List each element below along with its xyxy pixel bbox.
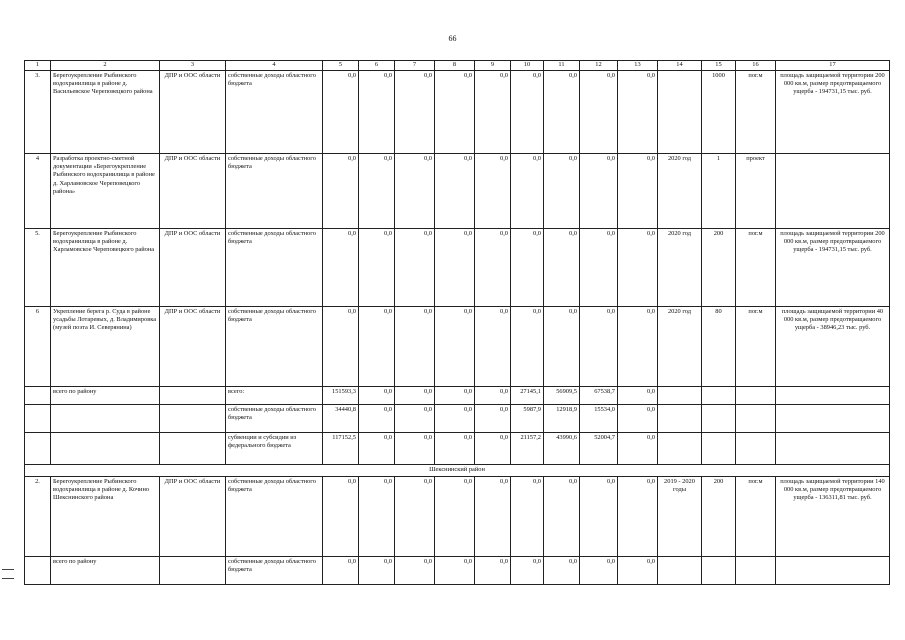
value-cell: 0,0 xyxy=(618,71,658,154)
value-cell: 0,0 xyxy=(511,477,544,557)
value-cell: 0,0 xyxy=(323,71,359,154)
value-cell: 43990,6 xyxy=(544,433,580,465)
quantity-cell: 1000 xyxy=(702,71,736,154)
unit-cell: пог.м xyxy=(736,71,776,154)
row-number: 3. xyxy=(25,71,51,154)
value-cell: 117152,5 xyxy=(323,433,359,465)
col-num: 16 xyxy=(736,61,776,71)
value-cell: 0,0 xyxy=(435,405,475,433)
value-cell: 0,0 xyxy=(580,229,618,307)
col-num: 15 xyxy=(702,61,736,71)
value-cell: 0,0 xyxy=(435,477,475,557)
value-cell: 0,0 xyxy=(544,477,580,557)
value-cell: 0,0 xyxy=(475,433,511,465)
funding-source: собственные доходы областного бюджета xyxy=(226,154,323,229)
value-cell: 21157,2 xyxy=(511,433,544,465)
funding-source: собственные доходы областного бюджета xyxy=(226,557,323,585)
executor: ДПР и ООС области xyxy=(160,154,226,229)
section-title: Шекснинский район xyxy=(25,465,890,477)
value-cell: 0,0 xyxy=(618,307,658,387)
measure-name: Разработка проектно-сметной документации «Берегоукрепление Рыбинского водохранилища в районе д. Харламовское Череповецкого района» xyxy=(51,154,160,229)
value-cell: 0,0 xyxy=(544,307,580,387)
value-cell: 0,0 xyxy=(511,71,544,154)
value-cell: 0,0 xyxy=(580,307,618,387)
value-cell: 0,0 xyxy=(580,71,618,154)
value-cell: 15534,0 xyxy=(580,405,618,433)
value-cell: 0,0 xyxy=(359,387,395,405)
value-cell: 151593,3 xyxy=(323,387,359,405)
value-cell: 0,0 xyxy=(359,71,395,154)
row-number: 4 xyxy=(25,154,51,229)
value-cell: 0,0 xyxy=(435,307,475,387)
col-num: 4 xyxy=(226,61,323,71)
value-cell: 0,0 xyxy=(323,154,359,229)
value-cell: 0,0 xyxy=(580,154,618,229)
table-row xyxy=(25,154,890,229)
section-header-row xyxy=(25,465,890,477)
value-cell: 0,0 xyxy=(395,433,435,465)
value-cell: 0,0 xyxy=(323,477,359,557)
value-cell: 0,0 xyxy=(323,229,359,307)
executor: ДПР и ООС области xyxy=(160,229,226,307)
value-cell: 0,0 xyxy=(359,477,395,557)
value-cell: 0,0 xyxy=(395,154,435,229)
value-cell: 0,0 xyxy=(475,229,511,307)
value-cell: 0,0 xyxy=(435,387,475,405)
value-cell: 0,0 xyxy=(475,557,511,585)
total-label: всего по району xyxy=(51,557,160,585)
year-cell xyxy=(658,71,702,154)
value-cell: 0,0 xyxy=(475,477,511,557)
col-num: 5 xyxy=(323,61,359,71)
column-number-row xyxy=(25,61,890,71)
value-cell: 0,0 xyxy=(395,477,435,557)
measure-name: Берегоукрепление Рыбинского водохранилища в районе д. Васильевское Череповецкого района xyxy=(51,71,160,154)
table-row xyxy=(25,307,890,387)
value-cell: 0,0 xyxy=(511,229,544,307)
funding-source: субвенции и субсидии из федерального бюджета xyxy=(226,433,323,465)
col-num: 9 xyxy=(475,61,511,71)
value-cell: 0,0 xyxy=(395,405,435,433)
value-cell: 0,0 xyxy=(323,557,359,585)
funding-source: собственные доходы областного бюджета xyxy=(226,405,323,433)
value-cell: 0,0 xyxy=(359,307,395,387)
value-cell: 0,0 xyxy=(618,477,658,557)
measure-name: Берегоукрепление Рыбинского водохранилища в районе д. Кочино Шекснинского района xyxy=(51,477,160,557)
executor: ДПР и ООС области xyxy=(160,307,226,387)
year-cell: 2020 год xyxy=(658,307,702,387)
value-cell: 0,0 xyxy=(618,229,658,307)
value-cell: 0,0 xyxy=(395,71,435,154)
row-number: 2. xyxy=(25,477,51,557)
value-cell: 0,0 xyxy=(618,433,658,465)
table-row xyxy=(25,229,890,307)
value-cell: 0,0 xyxy=(435,433,475,465)
result-cell: площадь защищаемой территории 200 000 кв.м, размер предотвращаемого ущерба - 194731,15 тыс. руб. xyxy=(776,71,890,154)
col-num: 6 xyxy=(359,61,395,71)
quantity-cell: 1 xyxy=(702,154,736,229)
value-cell: 0,0 xyxy=(359,557,395,585)
value-cell: 0,0 xyxy=(618,387,658,405)
funding-source: всего: xyxy=(226,387,323,405)
value-cell: 0,0 xyxy=(359,433,395,465)
value-cell: 0,0 xyxy=(618,405,658,433)
value-cell: 34440,8 xyxy=(323,405,359,433)
value-cell: 0,0 xyxy=(395,557,435,585)
page-number: 66 xyxy=(448,34,457,43)
value-cell: 0,0 xyxy=(511,307,544,387)
value-cell: 56909,5 xyxy=(544,387,580,405)
value-cell: 0,0 xyxy=(359,405,395,433)
quantity-cell: 200 xyxy=(702,229,736,307)
col-num: 11 xyxy=(544,61,580,71)
value-cell: 0,0 xyxy=(544,154,580,229)
value-cell: 52004,7 xyxy=(580,433,618,465)
value-cell: 67538,7 xyxy=(580,387,618,405)
col-num: 14 xyxy=(658,61,702,71)
total-row xyxy=(25,557,890,585)
value-cell: 0,0 xyxy=(511,557,544,585)
table-row xyxy=(25,477,890,557)
value-cell: 0,0 xyxy=(475,405,511,433)
value-cell: 0,0 xyxy=(395,387,435,405)
col-num: 8 xyxy=(435,61,475,71)
executor: ДПР и ООС области xyxy=(160,477,226,557)
measure-name: Укрепление берега р. Суда в районе усадьбы Лотаревых, д. Владимировка (музей поэта И. Северянина) xyxy=(51,307,160,387)
total-label: всего по району xyxy=(51,387,160,405)
table-row xyxy=(25,71,890,154)
value-cell: 0,0 xyxy=(475,154,511,229)
col-num: 10 xyxy=(511,61,544,71)
value-cell: 0,0 xyxy=(618,557,658,585)
edge-mark xyxy=(2,569,14,570)
unit-cell: пог.м xyxy=(736,229,776,307)
value-cell: 0,0 xyxy=(511,154,544,229)
row-number: 6 xyxy=(25,307,51,387)
result-cell: площадь защищаемой территории 200 000 кв.м, размер предотвращаемого ущерба - 194731,15 тыс. руб. xyxy=(776,229,890,307)
col-num: 3 xyxy=(160,61,226,71)
value-cell: 0,0 xyxy=(435,557,475,585)
executor: ДПР и ООС области xyxy=(160,71,226,154)
unit-cell: проект xyxy=(736,154,776,229)
value-cell: 0,0 xyxy=(580,477,618,557)
value-cell: 0,0 xyxy=(359,229,395,307)
value-cell: 0,0 xyxy=(323,307,359,387)
value-cell: 0,0 xyxy=(544,557,580,585)
col-num: 1 xyxy=(25,61,51,71)
col-num: 7 xyxy=(395,61,435,71)
row-number: 5. xyxy=(25,229,51,307)
quantity-cell: 80 xyxy=(702,307,736,387)
funding-source: собственные доходы областного бюджета xyxy=(226,71,323,154)
value-cell: 0,0 xyxy=(544,229,580,307)
col-num: 2 xyxy=(51,61,160,71)
total-row xyxy=(25,387,890,405)
value-cell: 0,0 xyxy=(544,71,580,154)
unit-cell: пог.м xyxy=(736,477,776,557)
program-table xyxy=(24,60,890,585)
value-cell: 0,0 xyxy=(580,557,618,585)
result-cell: площадь защищаемой территории 40 000 кв.м, размер предотвращаемого ущерба - 38946,23 тыс. руб. xyxy=(776,307,890,387)
value-cell: 0,0 xyxy=(435,154,475,229)
value-cell: 0,0 xyxy=(435,229,475,307)
quantity-cell: 200 xyxy=(702,477,736,557)
funding-source: собственные доходы областного бюджета xyxy=(226,477,323,557)
value-cell: 0,0 xyxy=(395,307,435,387)
funding-source: собственные доходы областного бюджета xyxy=(226,229,323,307)
value-cell: 0,0 xyxy=(359,154,395,229)
measure-name: Берегоукрепление Рыбинского водохранилища в районе д. Харламовское Череповецкого района xyxy=(51,229,160,307)
col-num: 13 xyxy=(618,61,658,71)
unit-cell: пог.м xyxy=(736,307,776,387)
year-cell: 2020 год xyxy=(658,154,702,229)
value-cell: 27145,1 xyxy=(511,387,544,405)
year-cell: 2020 год xyxy=(658,229,702,307)
value-cell: 0,0 xyxy=(395,229,435,307)
col-num: 17 xyxy=(776,61,890,71)
result-cell: площадь защищаемой территории 140 000 кв.м, размер предотвращаемого ущерба - 136311,81 тыс. руб. xyxy=(776,477,890,557)
value-cell: 0,0 xyxy=(435,71,475,154)
value-cell: 0,0 xyxy=(475,387,511,405)
edge-mark xyxy=(2,578,14,579)
total-row xyxy=(25,433,890,465)
year-cell: 2019 - 2020 годы xyxy=(658,477,702,557)
funding-source: собственные доходы областного бюджета xyxy=(226,307,323,387)
value-cell: 0,0 xyxy=(475,71,511,154)
value-cell: 0,0 xyxy=(475,307,511,387)
value-cell: 5987,9 xyxy=(511,405,544,433)
total-row xyxy=(25,405,890,433)
value-cell: 12918,9 xyxy=(544,405,580,433)
value-cell: 0,0 xyxy=(618,154,658,229)
result-cell xyxy=(776,154,890,229)
col-num: 12 xyxy=(580,61,618,71)
